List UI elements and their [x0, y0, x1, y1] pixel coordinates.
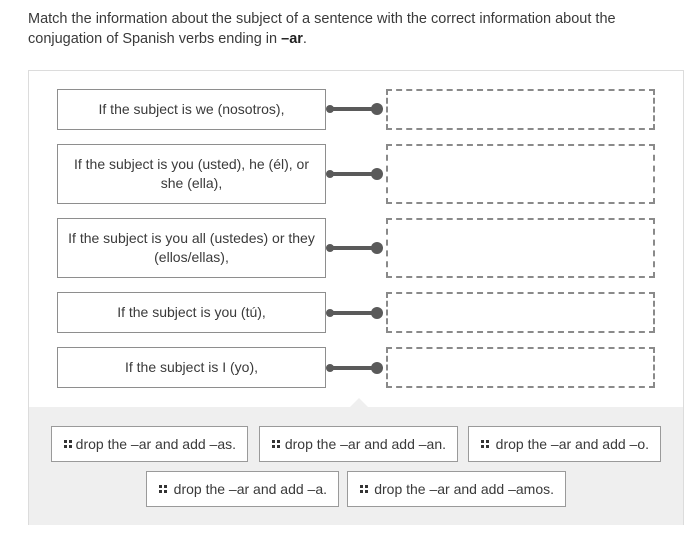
connector-icon	[326, 361, 388, 375]
drop-target-3[interactable]	[386, 218, 655, 278]
choice-chip-o[interactable]	[468, 426, 661, 462]
question-prompt	[28, 9, 678, 49]
choice-label: drop the –ar and add –as.	[75, 436, 236, 452]
source-item-nosotros: If the subject is we (nosotros),	[57, 89, 326, 130]
source-item-ustedes: If the subject is you all (ustedes) or they (ellos/ellas),	[57, 218, 326, 278]
choice-label: drop the –ar and add –a.	[173, 481, 327, 497]
drag-grip-icon	[481, 440, 488, 449]
drag-grip-icon	[360, 485, 366, 494]
source-item-usted: If the subject is you (usted), he (él), or she (ella),	[57, 144, 326, 204]
prompt-text: Match the information about the subject of a sentence with the correct information about the conjugation of Spanish verbs ending in	[28, 11, 616, 47]
source-item-tu: If the subject is you (tú),	[57, 292, 326, 333]
choice-chip-an[interactable]	[259, 426, 458, 462]
source-item-yo: If the subject is I (yo),	[57, 347, 326, 388]
choice-chip-a[interactable]	[146, 471, 339, 507]
drop-target-1[interactable]	[386, 89, 655, 130]
connector-icon	[326, 241, 388, 255]
drag-grip-icon	[64, 440, 68, 449]
prompt-text-end: .	[302, 31, 307, 47]
choice-label: drop the –ar and add –amos.	[374, 481, 554, 497]
prompt-emphasis: –ar	[281, 31, 303, 47]
drop-target-4[interactable]	[386, 292, 655, 333]
choice-chip-as[interactable]	[51, 426, 248, 462]
connector-icon	[326, 102, 388, 116]
drag-grip-icon	[272, 440, 277, 449]
answer-choices-tray	[29, 407, 683, 525]
choice-label: drop the –ar and add –o.	[495, 436, 649, 452]
connector-icon	[326, 306, 388, 320]
drop-target-5[interactable]	[386, 347, 655, 388]
drop-target-2[interactable]	[386, 144, 655, 204]
choice-label: drop the –ar and add –an.	[284, 436, 446, 452]
choice-chip-amos[interactable]	[347, 471, 566, 507]
connector-icon	[326, 167, 388, 181]
tray-pointer	[349, 398, 369, 408]
drag-grip-icon	[159, 485, 166, 494]
matching-panel	[28, 70, 684, 525]
